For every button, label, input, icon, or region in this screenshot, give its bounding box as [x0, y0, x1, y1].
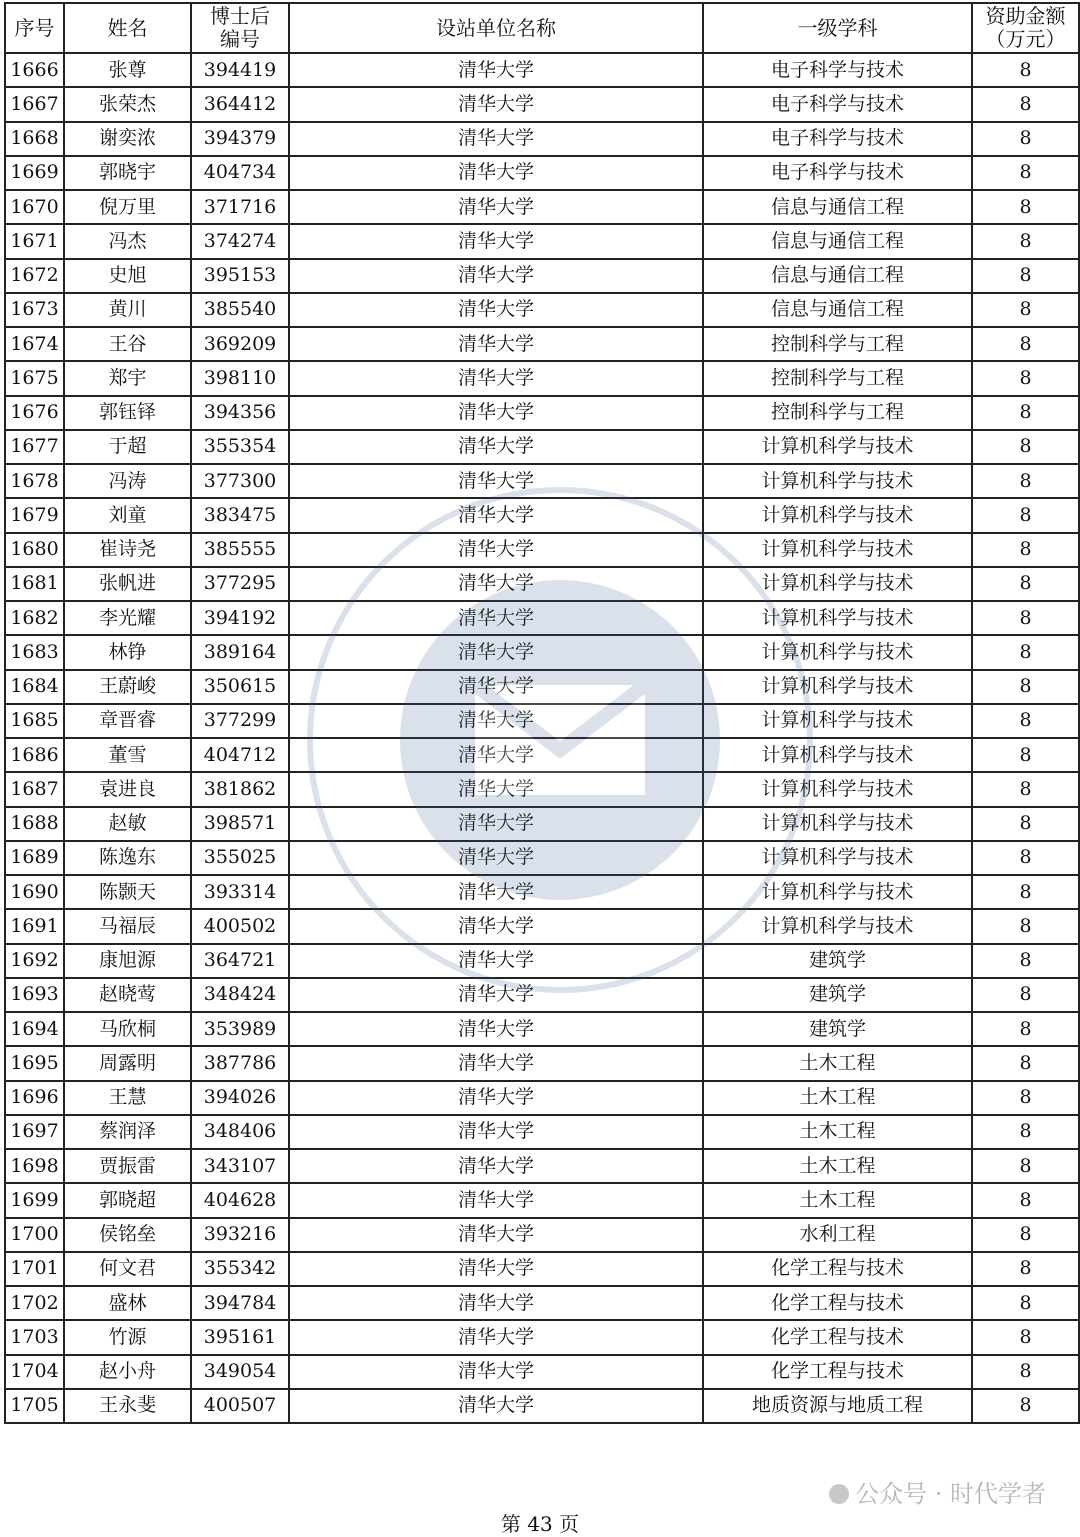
cell-unit: 清华大学 — [289, 1320, 703, 1354]
cell-postdoc-id: 404712 — [191, 738, 289, 772]
cell-postdoc-id: 395153 — [191, 259, 289, 293]
cell-unit: 清华大学 — [289, 635, 703, 669]
cell-discipline: 信息与通信工程 — [703, 259, 972, 293]
cell-postdoc-id: 348424 — [191, 978, 289, 1012]
header-postdoc-id — [191, 3, 289, 53]
cell-discipline: 计算机科学与技术 — [703, 430, 972, 464]
cell-unit: 清华大学 — [289, 738, 703, 772]
cell-unit: 清华大学 — [289, 361, 703, 395]
table-row — [5, 1183, 1079, 1217]
cell-unit: 清华大学 — [289, 1149, 703, 1183]
cell-discipline: 计算机科学与技术 — [703, 464, 972, 498]
document-page — [4, 2, 1078, 1424]
cell-seq: 1674 — [5, 327, 64, 361]
cell-seq: 1668 — [5, 122, 64, 156]
cell-amount: 8 — [972, 1012, 1079, 1046]
cell-postdoc-id: 394356 — [191, 396, 289, 430]
cell-postdoc-id: 404734 — [191, 156, 289, 190]
table-row — [5, 909, 1079, 943]
table-row — [5, 601, 1079, 635]
table-row — [5, 807, 1079, 841]
cell-postdoc-id: 389164 — [191, 635, 289, 669]
cell-seq: 1697 — [5, 1115, 64, 1149]
cell-unit: 清华大学 — [289, 533, 703, 567]
cell-postdoc-id: 394192 — [191, 601, 289, 635]
table-row — [5, 1081, 1079, 1115]
wechat-icon — [829, 1484, 849, 1504]
cell-seq: 1703 — [5, 1320, 64, 1354]
cell-discipline: 电子科学与技术 — [703, 87, 972, 121]
header-postdoc-id-line1: 博士后 — [210, 4, 270, 28]
cell-discipline: 化学工程与技术 — [703, 1320, 972, 1354]
header-seq: 序号 — [5, 3, 64, 53]
cell-seq: 1692 — [5, 944, 64, 978]
cell-seq: 1688 — [5, 807, 64, 841]
cell-amount: 8 — [972, 122, 1079, 156]
cell-discipline: 计算机科学与技术 — [703, 670, 972, 704]
cell-name: 赵晓莺 — [64, 978, 191, 1012]
cell-amount: 8 — [972, 875, 1079, 909]
cell-seq: 1705 — [5, 1389, 64, 1423]
cell-postdoc-id: 394379 — [191, 122, 289, 156]
table-header-row — [5, 3, 1079, 53]
cell-amount: 8 — [972, 1286, 1079, 1320]
cell-postdoc-id: 404628 — [191, 1183, 289, 1217]
cell-discipline: 控制科学与工程 — [703, 396, 972, 430]
cell-name: 竹源 — [64, 1320, 191, 1354]
cell-discipline: 计算机科学与技术 — [703, 635, 972, 669]
cell-unit: 清华大学 — [289, 807, 703, 841]
cell-discipline: 建筑学 — [703, 1012, 972, 1046]
table-row — [5, 224, 1079, 258]
cell-name: 马欣桐 — [64, 1012, 191, 1046]
cell-discipline: 计算机科学与技术 — [703, 738, 972, 772]
cell-discipline: 计算机科学与技术 — [703, 704, 972, 738]
cell-discipline: 控制科学与工程 — [703, 361, 972, 395]
cell-name: 陈逸东 — [64, 841, 191, 875]
cell-postdoc-id: 377300 — [191, 464, 289, 498]
table-row — [5, 430, 1079, 464]
cell-unit: 清华大学 — [289, 122, 703, 156]
cell-discipline: 电子科学与技术 — [703, 122, 972, 156]
cell-discipline: 信息与通信工程 — [703, 293, 972, 327]
table-row — [5, 156, 1079, 190]
cell-amount: 8 — [972, 464, 1079, 498]
cell-seq: 1670 — [5, 190, 64, 224]
cell-unit: 清华大学 — [289, 464, 703, 498]
cell-postdoc-id: 343107 — [191, 1149, 289, 1183]
cell-seq: 1694 — [5, 1012, 64, 1046]
cell-unit: 清华大学 — [289, 1355, 703, 1389]
cell-amount: 8 — [972, 327, 1079, 361]
cell-amount: 8 — [972, 738, 1079, 772]
cell-name: 倪万里 — [64, 190, 191, 224]
cell-amount: 8 — [972, 1389, 1079, 1423]
cell-seq: 1695 — [5, 1046, 64, 1080]
cell-amount: 8 — [972, 944, 1079, 978]
cell-name: 何文君 — [64, 1252, 191, 1286]
table-row — [5, 670, 1079, 704]
table-row — [5, 567, 1079, 601]
cell-seq: 1676 — [5, 396, 64, 430]
cell-name: 贾振雷 — [64, 1149, 191, 1183]
cell-amount: 8 — [972, 1149, 1079, 1183]
cell-postdoc-id: 364412 — [191, 87, 289, 121]
cell-postdoc-id: 381862 — [191, 772, 289, 806]
cell-name: 郭晓宇 — [64, 156, 191, 190]
header-discipline: 一级学科 — [703, 3, 972, 53]
cell-discipline: 化学工程与技术 — [703, 1286, 972, 1320]
cell-seq: 1690 — [5, 875, 64, 909]
table-row — [5, 327, 1079, 361]
cell-amount: 8 — [972, 396, 1079, 430]
cell-name: 于超 — [64, 430, 191, 464]
cell-postdoc-id: 377299 — [191, 704, 289, 738]
cell-unit: 清华大学 — [289, 87, 703, 121]
cell-discipline: 水利工程 — [703, 1218, 972, 1252]
table-row — [5, 1218, 1079, 1252]
cell-postdoc-id: 395161 — [191, 1320, 289, 1354]
cell-seq: 1666 — [5, 53, 64, 87]
cell-amount: 8 — [972, 772, 1079, 806]
cell-name: 王谷 — [64, 327, 191, 361]
cell-amount: 8 — [972, 807, 1079, 841]
cell-postdoc-id: 374274 — [191, 224, 289, 258]
cell-postdoc-id: 398110 — [191, 361, 289, 395]
cell-name: 李光耀 — [64, 601, 191, 635]
cell-unit: 清华大学 — [289, 396, 703, 430]
table-row — [5, 1149, 1079, 1183]
cell-postdoc-id: 364721 — [191, 944, 289, 978]
cell-amount: 8 — [972, 635, 1079, 669]
cell-amount: 8 — [972, 190, 1079, 224]
table-row — [5, 944, 1079, 978]
cell-discipline: 土木工程 — [703, 1183, 972, 1217]
cell-unit: 清华大学 — [289, 259, 703, 293]
cell-amount: 8 — [972, 1115, 1079, 1149]
cell-seq: 1680 — [5, 533, 64, 567]
cell-seq: 1691 — [5, 909, 64, 943]
cell-amount: 8 — [972, 224, 1079, 258]
cell-seq: 1693 — [5, 978, 64, 1012]
cell-name: 史旭 — [64, 259, 191, 293]
cell-name: 盛林 — [64, 1286, 191, 1320]
cell-postdoc-id: 377295 — [191, 567, 289, 601]
page-number: 第 43 页 — [500, 1512, 580, 1536]
cell-name: 王慧 — [64, 1081, 191, 1115]
table-row — [5, 293, 1079, 327]
table-row — [5, 190, 1079, 224]
table-row — [5, 875, 1079, 909]
cell-discipline: 计算机科学与技术 — [703, 875, 972, 909]
cell-discipline: 计算机科学与技术 — [703, 909, 972, 943]
cell-name: 张帆进 — [64, 567, 191, 601]
cell-amount: 8 — [972, 87, 1079, 121]
cell-postdoc-id: 393314 — [191, 875, 289, 909]
cell-name: 刘童 — [64, 498, 191, 532]
cell-amount: 8 — [972, 259, 1079, 293]
cell-postdoc-id: 348406 — [191, 1115, 289, 1149]
cell-name: 冯涛 — [64, 464, 191, 498]
cell-unit: 清华大学 — [289, 670, 703, 704]
cell-unit: 清华大学 — [289, 1389, 703, 1423]
cell-postdoc-id: 349054 — [191, 1355, 289, 1389]
cell-name: 陈颢天 — [64, 875, 191, 909]
header-amount — [972, 3, 1079, 53]
cell-discipline: 计算机科学与技术 — [703, 533, 972, 567]
table-row — [5, 841, 1079, 875]
cell-name: 侯铭垒 — [64, 1218, 191, 1252]
cell-amount: 8 — [972, 909, 1079, 943]
cell-unit: 清华大学 — [289, 1046, 703, 1080]
cell-seq: 1684 — [5, 670, 64, 704]
cell-postdoc-id: 355342 — [191, 1252, 289, 1286]
cell-name: 郑宇 — [64, 361, 191, 395]
cell-discipline: 计算机科学与技术 — [703, 601, 972, 635]
cell-unit: 清华大学 — [289, 1115, 703, 1149]
cell-seq: 1701 — [5, 1252, 64, 1286]
cell-postdoc-id: 400502 — [191, 909, 289, 943]
cell-name: 康旭源 — [64, 944, 191, 978]
cell-name: 周露明 — [64, 1046, 191, 1080]
table-row — [5, 533, 1079, 567]
cell-discipline: 化学工程与技术 — [703, 1355, 972, 1389]
cell-discipline: 电子科学与技术 — [703, 53, 972, 87]
cell-discipline: 计算机科学与技术 — [703, 772, 972, 806]
table-row — [5, 53, 1079, 87]
cell-name: 黄川 — [64, 293, 191, 327]
cell-seq: 1667 — [5, 87, 64, 121]
cell-seq: 1700 — [5, 1218, 64, 1252]
cell-unit: 清华大学 — [289, 190, 703, 224]
cell-seq: 1702 — [5, 1286, 64, 1320]
cell-amount: 8 — [972, 1046, 1079, 1080]
table-row — [5, 396, 1079, 430]
table-row — [5, 259, 1079, 293]
cell-postdoc-id: 371716 — [191, 190, 289, 224]
cell-unit: 清华大学 — [289, 327, 703, 361]
cell-discipline: 计算机科学与技术 — [703, 567, 972, 601]
cell-name: 张尊 — [64, 53, 191, 87]
cell-seq: 1679 — [5, 498, 64, 532]
cell-amount: 8 — [972, 430, 1079, 464]
cell-postdoc-id: 387786 — [191, 1046, 289, 1080]
cell-unit: 清华大学 — [289, 601, 703, 635]
cell-unit: 清华大学 — [289, 293, 703, 327]
cell-discipline: 计算机科学与技术 — [703, 841, 972, 875]
cell-seq: 1669 — [5, 156, 64, 190]
cell-unit: 清华大学 — [289, 875, 703, 909]
cell-name: 林铮 — [64, 635, 191, 669]
cell-amount: 8 — [972, 1355, 1079, 1389]
cell-amount: 8 — [972, 704, 1079, 738]
cell-amount: 8 — [972, 601, 1079, 635]
cell-amount: 8 — [972, 978, 1079, 1012]
cell-unit: 清华大学 — [289, 944, 703, 978]
table-row — [5, 635, 1079, 669]
cell-unit: 清华大学 — [289, 1183, 703, 1217]
cell-unit: 清华大学 — [289, 704, 703, 738]
cell-discipline: 计算机科学与技术 — [703, 498, 972, 532]
cell-name: 张荣杰 — [64, 87, 191, 121]
cell-postdoc-id: 394784 — [191, 1286, 289, 1320]
cell-seq: 1686 — [5, 738, 64, 772]
header-postdoc-id-line2: 编号 — [220, 27, 260, 51]
cell-name: 冯杰 — [64, 224, 191, 258]
cell-name: 赵小舟 — [64, 1355, 191, 1389]
cell-seq: 1699 — [5, 1183, 64, 1217]
cell-name: 袁进良 — [64, 772, 191, 806]
cell-name: 郭钰铎 — [64, 396, 191, 430]
cell-name: 蔡润泽 — [64, 1115, 191, 1149]
header-amount-line1: 资助金额 — [985, 4, 1066, 28]
table-row — [5, 361, 1079, 395]
cell-amount: 8 — [972, 533, 1079, 567]
table-row — [5, 1115, 1079, 1149]
cell-postdoc-id: 400507 — [191, 1389, 289, 1423]
cell-seq: 1678 — [5, 464, 64, 498]
cell-seq: 1687 — [5, 772, 64, 806]
header-name: 姓名 — [64, 3, 191, 53]
cell-name: 马福辰 — [64, 909, 191, 943]
cell-postdoc-id: 369209 — [191, 327, 289, 361]
cell-seq: 1685 — [5, 704, 64, 738]
table-row — [5, 87, 1079, 121]
cell-unit: 清华大学 — [289, 1286, 703, 1320]
cell-amount: 8 — [972, 361, 1079, 395]
cell-amount: 8 — [972, 670, 1079, 704]
cell-name: 章晋睿 — [64, 704, 191, 738]
cell-seq: 1673 — [5, 293, 64, 327]
cell-unit: 清华大学 — [289, 567, 703, 601]
cell-unit: 清华大学 — [289, 1252, 703, 1286]
cell-seq: 1683 — [5, 635, 64, 669]
cell-discipline: 土木工程 — [703, 1046, 972, 1080]
cell-seq: 1677 — [5, 430, 64, 464]
cell-amount: 8 — [972, 156, 1079, 190]
table-row — [5, 1252, 1079, 1286]
cell-amount: 8 — [972, 841, 1079, 875]
cell-unit: 清华大学 — [289, 1081, 703, 1115]
cell-postdoc-id: 394026 — [191, 1081, 289, 1115]
cell-seq: 1671 — [5, 224, 64, 258]
cell-amount: 8 — [972, 1081, 1079, 1115]
cell-amount: 8 — [972, 498, 1079, 532]
cell-amount: 8 — [972, 1218, 1079, 1252]
table-row — [5, 498, 1079, 532]
cell-name: 王蔚峻 — [64, 670, 191, 704]
cell-unit: 清华大学 — [289, 430, 703, 464]
cell-seq: 1682 — [5, 601, 64, 635]
cell-discipline: 建筑学 — [703, 978, 972, 1012]
cell-unit: 清华大学 — [289, 1012, 703, 1046]
header-unit: 设站单位名称 — [289, 3, 703, 53]
cell-amount: 8 — [972, 567, 1079, 601]
cell-postdoc-id: 394419 — [191, 53, 289, 87]
cell-amount: 8 — [972, 1252, 1079, 1286]
cell-amount: 8 — [972, 53, 1079, 87]
cell-discipline: 控制科学与工程 — [703, 327, 972, 361]
cell-discipline: 土木工程 — [703, 1149, 972, 1183]
cell-postdoc-id: 383475 — [191, 498, 289, 532]
cell-amount: 8 — [972, 1183, 1079, 1217]
cell-unit: 清华大学 — [289, 53, 703, 87]
cell-name: 赵敏 — [64, 807, 191, 841]
cell-seq: 1704 — [5, 1355, 64, 1389]
cell-name: 郭晓超 — [64, 1183, 191, 1217]
table-row — [5, 772, 1079, 806]
table-row — [5, 704, 1079, 738]
table-row — [5, 1389, 1079, 1423]
cell-seq: 1698 — [5, 1149, 64, 1183]
table-row — [5, 1046, 1079, 1080]
cell-seq: 1672 — [5, 259, 64, 293]
cell-unit: 清华大学 — [289, 498, 703, 532]
cell-name: 崔诗尧 — [64, 533, 191, 567]
cell-amount: 8 — [972, 293, 1079, 327]
cell-unit: 清华大学 — [289, 1218, 703, 1252]
cell-postdoc-id: 385540 — [191, 293, 289, 327]
cell-name: 谢奕浓 — [64, 122, 191, 156]
cell-amount: 8 — [972, 1320, 1079, 1354]
table-row — [5, 1012, 1079, 1046]
cell-discipline: 计算机科学与技术 — [703, 807, 972, 841]
cell-discipline: 地质资源与地质工程 — [703, 1389, 972, 1423]
cell-seq: 1689 — [5, 841, 64, 875]
table-row — [5, 738, 1079, 772]
funding-table — [4, 2, 1080, 1424]
cell-discipline: 土木工程 — [703, 1081, 972, 1115]
header-amount-line2: （万元） — [985, 27, 1066, 51]
table-row — [5, 978, 1079, 1012]
cell-discipline: 信息与通信工程 — [703, 224, 972, 258]
cell-seq: 1696 — [5, 1081, 64, 1115]
cell-unit: 清华大学 — [289, 909, 703, 943]
cell-name: 王永斐 — [64, 1389, 191, 1423]
table-row — [5, 1355, 1079, 1389]
cell-unit: 清华大学 — [289, 978, 703, 1012]
cell-seq: 1681 — [5, 567, 64, 601]
table-row — [5, 122, 1079, 156]
cell-seq: 1675 — [5, 361, 64, 395]
table-row — [5, 464, 1079, 498]
cell-unit: 清华大学 — [289, 772, 703, 806]
wechat-watermark-text: 公众号 · 时代学者 — [855, 1480, 1046, 1508]
cell-postdoc-id: 385555 — [191, 533, 289, 567]
cell-name: 董雪 — [64, 738, 191, 772]
cell-postdoc-id: 353989 — [191, 1012, 289, 1046]
cell-postdoc-id: 355025 — [191, 841, 289, 875]
cell-unit: 清华大学 — [289, 224, 703, 258]
cell-unit: 清华大学 — [289, 841, 703, 875]
cell-postdoc-id: 398571 — [191, 807, 289, 841]
cell-discipline: 电子科学与技术 — [703, 156, 972, 190]
cell-discipline: 化学工程与技术 — [703, 1252, 972, 1286]
cell-postdoc-id: 393216 — [191, 1218, 289, 1252]
table-row — [5, 1286, 1079, 1320]
cell-discipline: 土木工程 — [703, 1115, 972, 1149]
cell-discipline: 建筑学 — [703, 944, 972, 978]
table-row — [5, 1320, 1079, 1354]
table-body — [5, 53, 1079, 1423]
cell-unit: 清华大学 — [289, 156, 703, 190]
cell-discipline: 信息与通信工程 — [703, 190, 972, 224]
cell-postdoc-id: 350615 — [191, 670, 289, 704]
wechat-watermark — [829, 1474, 1046, 1509]
cell-postdoc-id: 355354 — [191, 430, 289, 464]
